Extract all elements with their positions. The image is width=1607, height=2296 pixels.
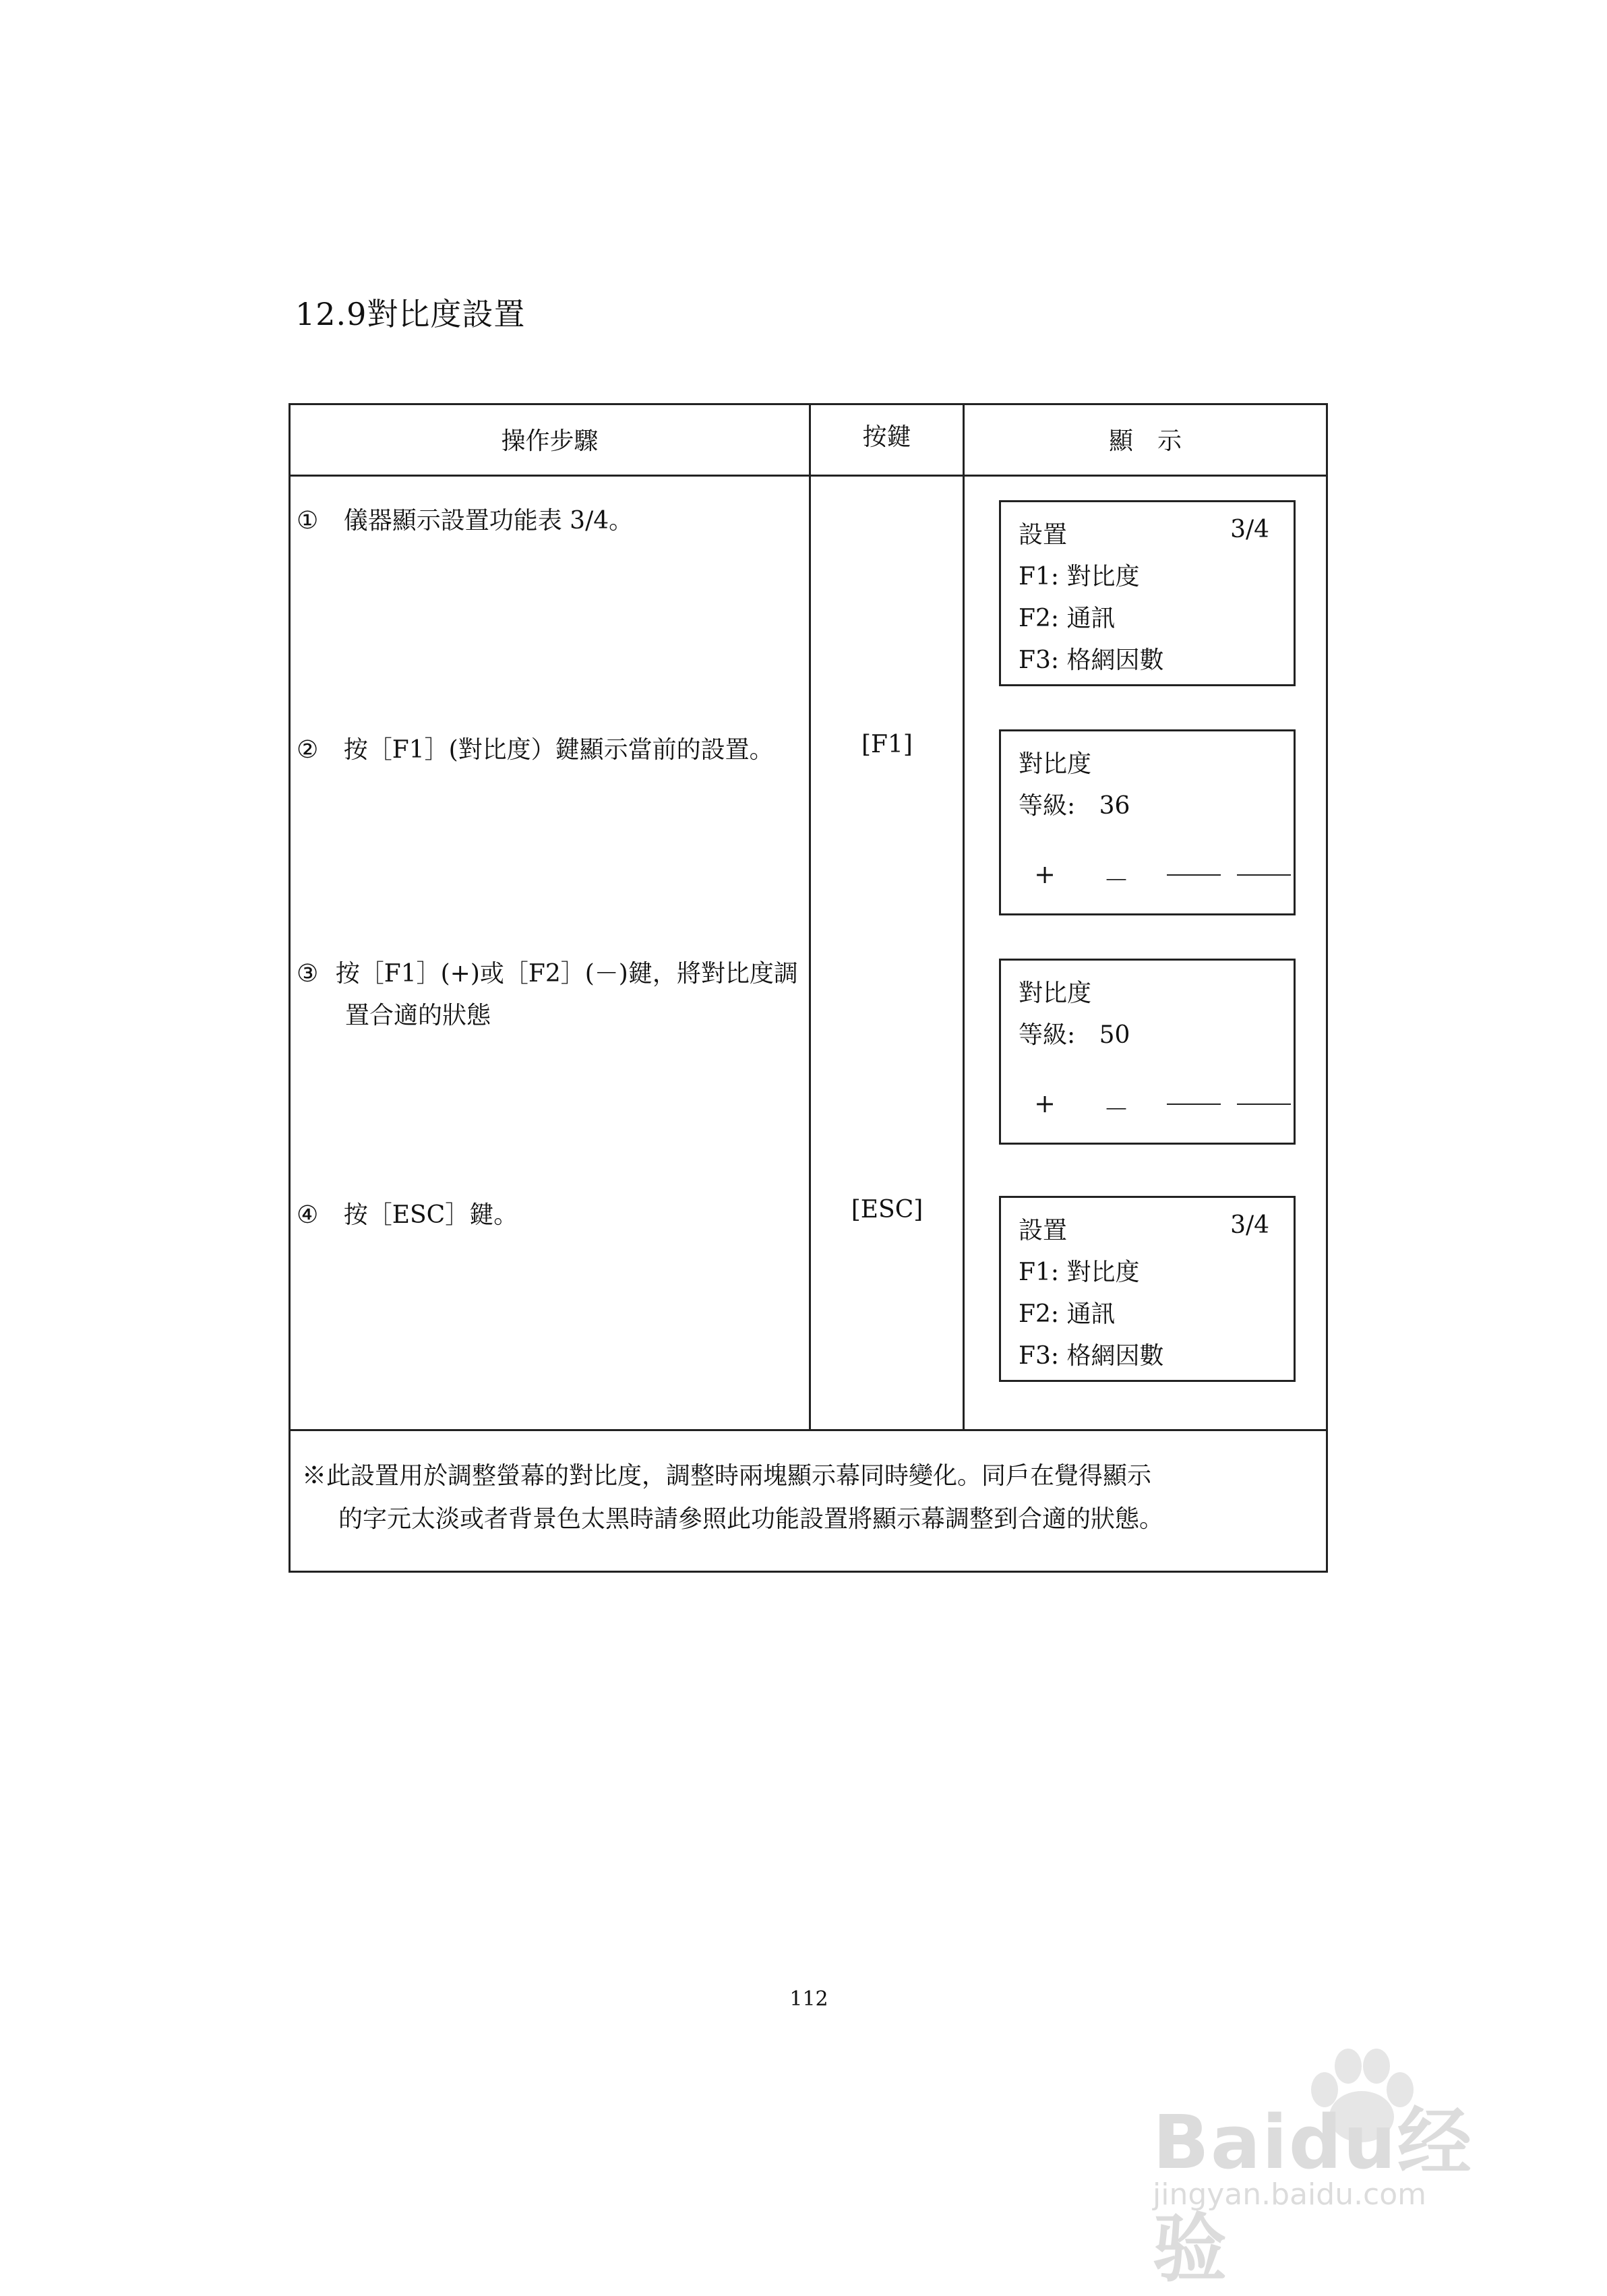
key-esc: [ESC] <box>851 1196 923 1223</box>
step-text: 按［F1］(對比度）鍵顯示當前的設置。 <box>343 736 774 764</box>
level-value: 50 <box>1099 1021 1130 1049</box>
section-title: 12.9對比度設置 <box>295 296 526 332</box>
step-3-continued: 置合適的狀態 <box>345 1002 491 1029</box>
step-number: ① <box>297 507 319 535</box>
header-keys: 按鍵 <box>862 423 911 451</box>
step-text: 儀器顯示設置功能表 3/4。 <box>343 507 634 535</box>
step-1 <box>297 500 633 542</box>
contrast-level <box>1019 1016 1130 1050</box>
step-2 <box>297 729 774 771</box>
softkey-minus: － <box>1103 866 1129 895</box>
display-screen-contrast <box>999 729 1296 915</box>
softkey-row <box>1001 1089 1294 1124</box>
display-screen-contrast-adjusted <box>999 959 1296 1145</box>
level-label: 等級: <box>1019 792 1076 820</box>
step-number: ② <box>297 736 319 764</box>
note-line-2: 的字元太淡或者背景色太黑時請參照此功能設置將顯示幕調整到合適的狀態。 <box>338 1505 1164 1533</box>
menu-item-f2: F2: 通訊 <box>1019 1300 1116 1328</box>
note-line-1: ※此設置用於調整螢幕的對比度，調整時兩塊顯示幕同時變化。同戶在覺得顯示 <box>302 1462 1152 1490</box>
level-value: 36 <box>1099 792 1130 820</box>
softkey-blank <box>1237 874 1291 876</box>
softkey-blank <box>1167 1104 1221 1105</box>
key-f1: [F1] <box>861 731 913 758</box>
menu-item-f1: F1: 對比度 <box>1019 563 1140 591</box>
softkey-plus: + <box>1034 859 1056 889</box>
screen-page: 3/4 <box>1230 1211 1269 1239</box>
menu-item-f1: F1: 對比度 <box>1019 1259 1140 1286</box>
level-label: 等級: <box>1019 1021 1076 1049</box>
softkey-blank <box>1237 1104 1291 1105</box>
step-number: ④ <box>297 1201 319 1229</box>
screen-title: 設置 <box>1019 521 1068 549</box>
softkey-blank <box>1167 874 1221 876</box>
menu-item-f3: F3: 格網因數 <box>1019 646 1164 674</box>
contrast-level <box>1019 787 1130 821</box>
step-number: ③ <box>297 960 319 988</box>
softkey-minus: － <box>1103 1095 1129 1124</box>
header-steps: 操作步驟 <box>501 427 599 455</box>
softkey-plus: + <box>1034 1089 1056 1118</box>
display-screen-settings <box>999 500 1296 686</box>
step-text: 按［F1］(+)或［F2］(－)鍵，將對比度調 <box>335 960 798 988</box>
menu-item-f2: F2: 通訊 <box>1019 605 1116 632</box>
header-display: 顯 示 <box>1108 427 1182 455</box>
watermark <box>1126 2043 1530 2292</box>
step-4 <box>297 1195 518 1236</box>
screen-title: 設置 <box>1019 1217 1068 1244</box>
step-3 <box>297 953 798 995</box>
watermark-brand: Baidu经验 <box>1153 2099 1473 2292</box>
step-text: 按［ESC］鍵。 <box>343 1201 518 1229</box>
menu-item-f3: F3: 格網因數 <box>1019 1342 1164 1370</box>
display-screen-settings-return <box>999 1196 1296 1382</box>
page-number: 112 <box>789 1987 828 2011</box>
screen-page: 3/4 <box>1230 516 1269 543</box>
softkey-row <box>1001 859 1294 895</box>
screen-title: 對比度 <box>1019 979 1092 1007</box>
watermark-url: jingyan.baidu.com <box>1153 2177 1427 2212</box>
screen-title: 對比度 <box>1019 750 1092 778</box>
